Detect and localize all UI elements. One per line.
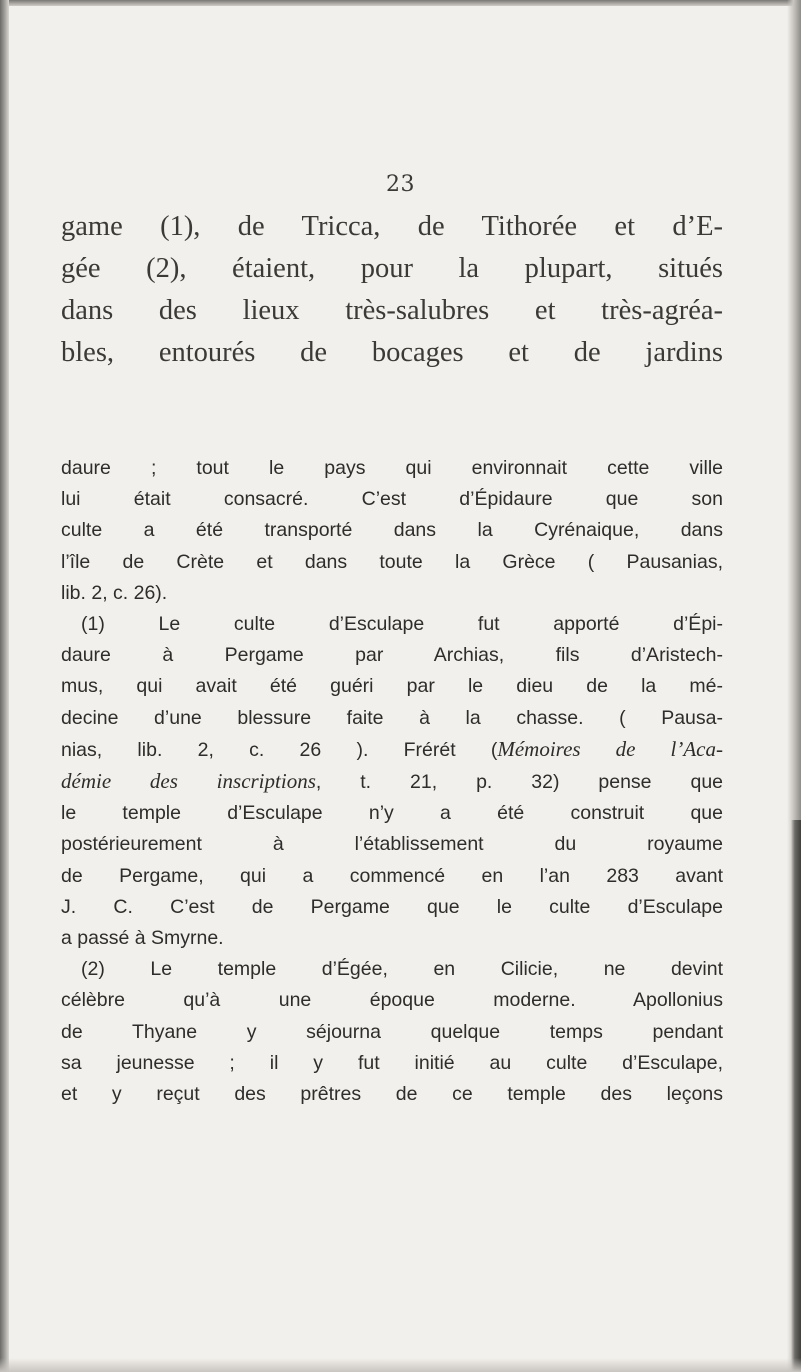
footnote-1-line: mus, qui avait été guéri par le dieu de la mé- <box>61 675 723 698</box>
footnote-2-line: sa jeunesse ; il y fut initié au culte d’Esculape, <box>61 1051 723 1074</box>
footnote-2-line: et y reçut des prêtres de ce temple des leçons <box>61 1083 723 1106</box>
footnote-continuation-line: lui était consacré. C’est d’Épidaure que son <box>61 488 723 511</box>
main-text-line: gée (2), étaient, pour la plupart, situés <box>61 253 723 284</box>
footnote-continuation-line: daure ; tout le pays qui environnait cette ville <box>61 457 723 479</box>
footnote-1-text: , t. 21, p. 32) pense que <box>315 771 724 794</box>
footnote-continuation-line: l’île de Crète et dans toute la Grèce ( Pausanias, <box>61 550 723 573</box>
footnote-1-line: decine d’une blessure faite à la chasse. ( Pausa- <box>61 706 723 729</box>
footnote-1-line: postérieurement à l’établissement du royaume <box>61 833 723 856</box>
footnote-continuation-line: culte a été transporté dans la Cyrénaique, dans <box>61 519 723 542</box>
main-text-line: dans des lieux très-salubres et très-agréa- <box>61 295 723 326</box>
page-right-shadow <box>791 820 801 1372</box>
footnote-2-line: célèbre qu’à une époque moderne. Apollonius <box>61 989 723 1012</box>
page-top-edge <box>0 0 801 6</box>
footnote-1-line <box>61 766 723 798</box>
footnote-1-line: de Pergame, qui a commencé en l’an 283 avant <box>61 864 723 887</box>
footnote-1-text: nias, lib. 2, c. 26 ). Frérét ( <box>61 738 498 761</box>
main-text <box>61 206 723 374</box>
main-text-line: bles, entourés de bocages et de jardins <box>61 337 723 368</box>
page-bottom-edge <box>0 1358 801 1372</box>
footnote-1-line <box>61 734 723 766</box>
footnote-2-line: de Thyane y séjourna quelque temps pendant <box>61 1020 723 1043</box>
main-text-line: game (1), de Tricca, de Tithorée et d’E- <box>61 211 723 242</box>
footnote-1-line: daure à Pergame par Archias, fils d’Aristech- <box>61 644 723 667</box>
page-number: 23 <box>386 172 415 197</box>
footnote-1-line: J. C. C’est de Pergame que le culte d’Esculape <box>61 895 723 918</box>
footnote-1-citation-italic: Mémoires de l’Aca- <box>497 736 723 761</box>
page-left-edge <box>0 0 9 1372</box>
footnote-2-line: (2) Le temple d’Égée, en Cilicie, ne devint <box>81 958 723 981</box>
footnote-continuation-line: lib. 2, c. 26). <box>61 581 168 604</box>
footnote-1-line: le temple d’Esculape n’y a été construit que <box>61 802 723 825</box>
footnote-1-citation-italic: démie des inscriptions <box>61 769 316 794</box>
footnote-1-line: a passé à Smyrne. <box>61 927 224 950</box>
footnote-1-line: (1) Le culte d’Esculape fut apporté d’Épi- <box>81 613 723 636</box>
footnotes <box>61 453 723 1110</box>
